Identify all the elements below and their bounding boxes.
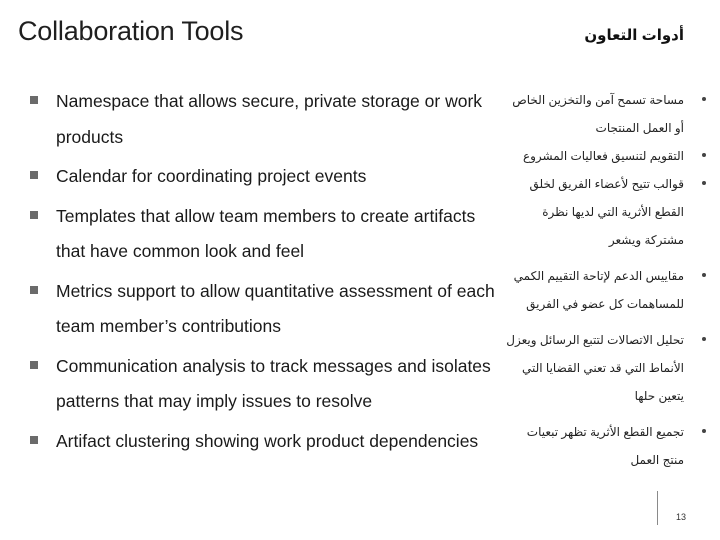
page-number-divider xyxy=(657,491,658,525)
dot-bullet-icon xyxy=(702,337,706,341)
page-number: 13 xyxy=(676,512,687,522)
arabic-bullet-item xyxy=(506,86,706,142)
english-bullet-item xyxy=(30,274,500,345)
arabic-bullet-item xyxy=(506,142,706,170)
english-bullet-text: Metrics support to allow quantitative assessment of each team member’s contributions xyxy=(56,280,495,336)
english-bullet-list xyxy=(30,84,500,459)
arabic-bullet-text: مساحة تسمح آمن والتخزين الخاص أو العمل المنتجات xyxy=(512,93,684,135)
english-bullet-text: Namespace that allows secure, private storage or work products xyxy=(56,91,483,147)
square-bullet-icon xyxy=(30,171,38,179)
arabic-bullet-text: قوالب تتيح لأعضاء الفريق لخلق القطع الأثرية التي لديها نظرة مشتركة ويشعر xyxy=(529,177,684,247)
english-bullet-item xyxy=(30,159,500,195)
english-bullet-text: Calendar for coordinating project events xyxy=(56,166,367,186)
square-bullet-icon xyxy=(30,286,38,294)
arabic-bullet-item xyxy=(506,326,706,410)
arabic-bullet-text: التقويم لتنسيق فعاليات المشروع xyxy=(522,149,684,163)
english-bullet-item xyxy=(30,199,500,270)
dot-bullet-icon xyxy=(702,97,706,101)
english-bullet-text: Communication analysis to track messages and isolates patterns that may imply issues to resolve xyxy=(56,355,491,411)
english-bullet-text: Templates that allow team members to create artifacts that have common look and feel xyxy=(56,205,476,261)
dot-bullet-icon xyxy=(702,153,706,157)
english-bullet-text: Artifact clustering showing work product dependencies xyxy=(56,430,479,451)
arabic-bullet-item xyxy=(506,262,706,318)
square-bullet-icon xyxy=(30,96,38,104)
dot-bullet-icon xyxy=(702,429,706,433)
square-bullet-icon xyxy=(30,211,38,219)
arabic-bullet-list xyxy=(506,86,706,474)
square-bullet-icon xyxy=(30,436,38,444)
english-bullet-item xyxy=(30,424,500,460)
arabic-bullet-item xyxy=(506,170,706,254)
arabic-bullet-text: تجميع القطع الأثرية تظهر تبعيات منتج العمل xyxy=(526,425,684,467)
arabic-bullet-item xyxy=(506,418,706,474)
english-bullet-item xyxy=(30,349,500,420)
arabic-bullet-text: مقاييس الدعم لإتاحة التقييم الكمي للمساهمات كل عضو في الفريق xyxy=(513,269,684,311)
english-bullet-item xyxy=(30,84,500,155)
dot-bullet-icon xyxy=(702,273,706,277)
square-bullet-icon xyxy=(30,361,38,369)
slide-title: Collaboration Tools xyxy=(18,16,244,46)
arabic-slide-title: أدوات التعاون xyxy=(584,27,684,44)
arabic-bullet-text: تحليل الاتصالات لتتبع الرسائل ويعزل الأنماط التي قد تعني القضايا التي يتعين حلها xyxy=(506,333,684,403)
dot-bullet-icon xyxy=(702,181,706,185)
